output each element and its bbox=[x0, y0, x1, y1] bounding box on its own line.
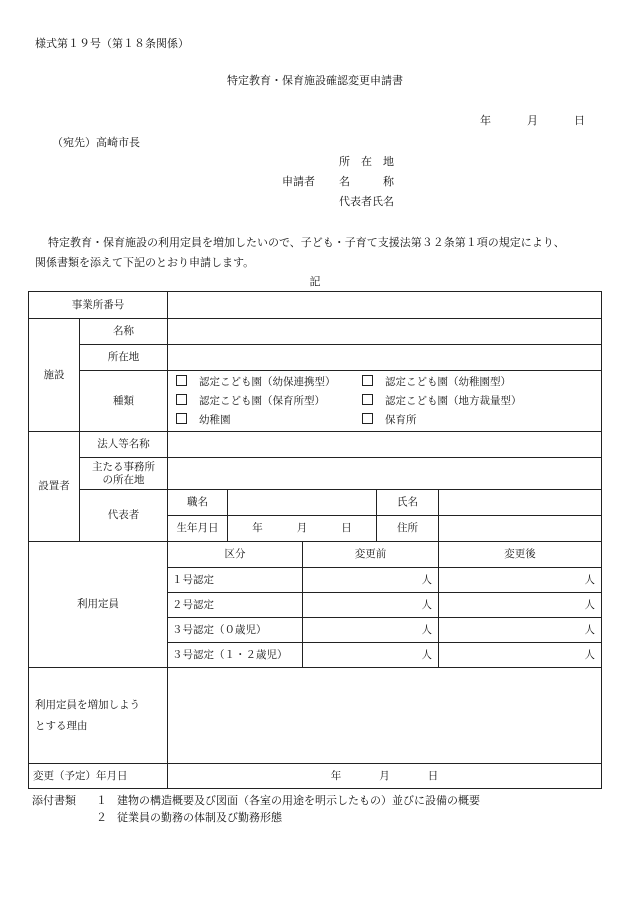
checkbox-icon[interactable] bbox=[176, 394, 187, 405]
change-date-field[interactable] bbox=[168, 764, 602, 789]
checkbox-icon[interactable] bbox=[362, 413, 373, 424]
body-text-line-1: 特定教育・保育施設の利用定員を増加したいので、子ども・子育て支援法第３２条第１項の規定により、 bbox=[48, 236, 565, 249]
body-text-line-2: 関係書類を添えて下記のとおり申請します。 bbox=[35, 256, 255, 269]
capacity-row-3-after[interactable]: 人 bbox=[439, 618, 602, 643]
type-option-4[interactable] bbox=[362, 392, 548, 411]
checkbox-icon[interactable] bbox=[362, 375, 373, 386]
attachment-1-num: １ bbox=[96, 794, 107, 807]
person-name-label: 氏名 bbox=[377, 490, 439, 516]
type-option-4-label: 認定こども園（地方裁量型） bbox=[385, 394, 522, 407]
facility-address-field[interactable] bbox=[168, 345, 602, 371]
applicant-rep-label: 代表者氏名 bbox=[339, 195, 394, 208]
job-title-label: 職名 bbox=[168, 490, 228, 516]
attachments-label: 添付書類 bbox=[32, 794, 76, 807]
corp-name-field[interactable] bbox=[168, 432, 602, 458]
birth-day-unit: 日 bbox=[341, 522, 352, 534]
type-option-2[interactable] bbox=[362, 373, 548, 392]
birth-month-unit: 月 bbox=[296, 522, 308, 534]
category-header: 区分 bbox=[168, 542, 303, 568]
change-year-unit: 年 bbox=[330, 769, 342, 782]
type-option-6-label: 保育所 bbox=[385, 413, 417, 426]
type-option-3[interactable] bbox=[176, 392, 362, 411]
capacity-row-3-label: ３号認定（０歳児） bbox=[168, 618, 303, 643]
capacity-row-4-after[interactable]: 人 bbox=[439, 643, 602, 668]
job-title-field[interactable] bbox=[228, 490, 377, 516]
type-option-6[interactable] bbox=[362, 411, 548, 430]
capacity-row-3-before[interactable]: 人 bbox=[303, 618, 439, 643]
main-office-label-line-2: の所在地 bbox=[102, 473, 145, 486]
checkbox-icon[interactable] bbox=[362, 394, 373, 405]
facility-type-options bbox=[168, 371, 602, 432]
applicant-name-label: 名 称 bbox=[339, 175, 394, 188]
type-option-5[interactable] bbox=[176, 411, 362, 430]
change-month-unit: 月 bbox=[379, 769, 390, 782]
residence-field[interactable] bbox=[439, 516, 602, 542]
capacity-row-2-after[interactable]: 人 bbox=[439, 593, 602, 618]
capacity-row-4-before[interactable]: 人 bbox=[303, 643, 439, 668]
facility-type-label: 種類 bbox=[80, 371, 168, 432]
main-office-label bbox=[80, 458, 168, 490]
reason-label-line-2: とする理由 bbox=[35, 719, 88, 732]
office-number-field[interactable] bbox=[168, 292, 602, 319]
capacity-row-2-label: ２号認定 bbox=[168, 593, 303, 618]
office-number-label: 事業所番号 bbox=[29, 292, 168, 319]
date-month: 月 bbox=[527, 114, 538, 127]
birth-year-unit: 年 bbox=[252, 522, 263, 534]
attachment-1-text: 建物の構造概要及び図面（各室の用途を明示したもの）並びに設備の概要 bbox=[117, 794, 480, 807]
applicant-label: 申請者 bbox=[282, 175, 315, 188]
form-number: 様式第１９号（第１８条関係） bbox=[35, 37, 189, 50]
type-option-1-label: 認定こども園（幼保連携型） bbox=[199, 375, 336, 388]
facility-address-label: 所在地 bbox=[80, 345, 168, 371]
representative-label: 代表者 bbox=[80, 490, 168, 542]
reason-label bbox=[29, 668, 168, 764]
attachment-2-num: ２ bbox=[96, 811, 107, 824]
capacity-label: 利用定員 bbox=[29, 542, 168, 668]
corp-name-label: 法人等名称 bbox=[80, 432, 168, 458]
date-year: 年 bbox=[480, 114, 491, 127]
capacity-row-4-label: ３号認定（１・２歳児） bbox=[168, 643, 303, 668]
reason-label-line-1: 利用定員を増加しよう bbox=[35, 698, 140, 711]
facility-name-field[interactable] bbox=[168, 319, 602, 345]
birthdate-label: 生年月日 bbox=[168, 516, 228, 542]
facility-name-label: 名称 bbox=[80, 319, 168, 345]
addressee: （宛先）高崎市長 bbox=[52, 136, 140, 149]
attachment-2-text: 従業員の勤務の体制及び勤務形態 bbox=[117, 811, 282, 824]
person-name-field[interactable] bbox=[439, 490, 602, 516]
capacity-row-1-before[interactable]: 人 bbox=[303, 568, 439, 593]
type-option-3-label: 認定こども園（保育所型） bbox=[199, 394, 325, 407]
facility-label: 施設 bbox=[29, 319, 80, 432]
change-date-label: 変更（予定）年月日 bbox=[29, 764, 168, 789]
application-table bbox=[28, 291, 602, 789]
checkbox-icon[interactable] bbox=[176, 375, 187, 386]
founder-label: 設置者 bbox=[29, 432, 80, 542]
residence-label: 住所 bbox=[377, 516, 439, 542]
form-title: 特定教育・保育施設確認変更申請書 bbox=[227, 74, 403, 87]
reason-field[interactable] bbox=[168, 668, 602, 764]
change-day-unit: 日 bbox=[427, 769, 439, 782]
capacity-row-1-label: １号認定 bbox=[168, 568, 303, 593]
capacity-row-2-before[interactable]: 人 bbox=[303, 593, 439, 618]
after-header: 変更後 bbox=[439, 542, 602, 568]
applicant-address-label: 所 在 地 bbox=[339, 155, 394, 168]
type-option-2-label: 認定こども園（幼稚園型） bbox=[385, 375, 511, 388]
type-option-5-label: 幼稚園 bbox=[199, 413, 231, 426]
type-option-1[interactable] bbox=[176, 373, 362, 392]
checkbox-icon[interactable] bbox=[176, 413, 187, 424]
main-office-field[interactable] bbox=[168, 458, 602, 490]
date-day: 日 bbox=[574, 114, 585, 127]
before-header: 変更前 bbox=[303, 542, 439, 568]
main-office-label-line-1: 主たる事務所 bbox=[92, 460, 155, 473]
capacity-row-1-after[interactable]: 人 bbox=[439, 568, 602, 593]
birthdate-field[interactable] bbox=[228, 516, 377, 542]
date-line bbox=[480, 114, 585, 128]
ki-heading: 記 bbox=[309, 275, 321, 288]
